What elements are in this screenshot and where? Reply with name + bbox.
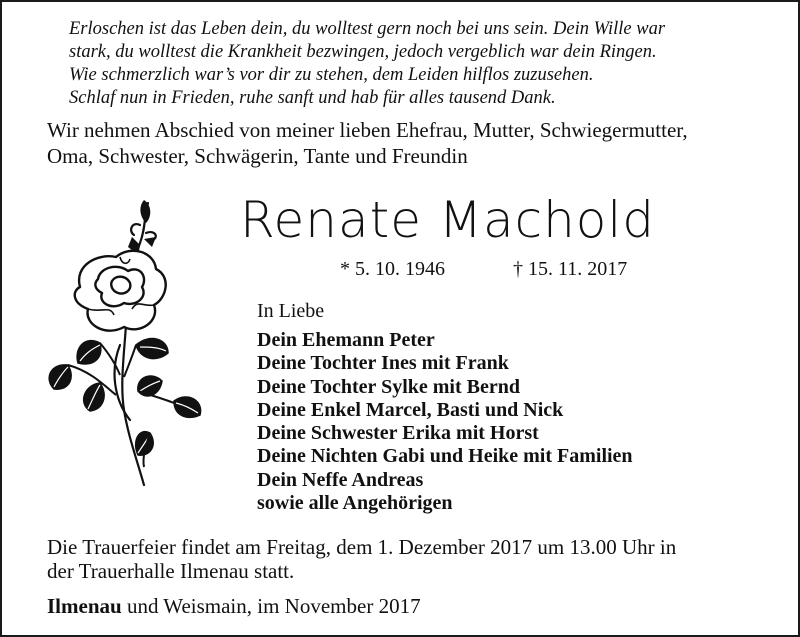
- mourner-item: Dein Ehemann Peter: [257, 329, 435, 351]
- closing-town: Ilmenau: [47, 594, 122, 618]
- mourner-item: Deine Schwester Erika mit Horst: [257, 422, 539, 445]
- deceased-name: Renate Machold: [240, 191, 656, 249]
- mourner-item: Deine Tochter Ines mit Frank: [257, 352, 509, 375]
- mourner-item: Deine Tochter Sylke mit Bernd: [257, 375, 520, 398]
- death-date: † 15. 11. 2017: [513, 258, 628, 280]
- intro-text: Wir nehmen Abschied von meiner lieben Ehefrau, Mutter, Schwiegermutter, Oma, Schwester, Schwägerin, Tante und Freundin: [47, 118, 688, 168]
- closing-line: [47, 594, 421, 619]
- mourner-item: Deine Nichten Gabi und Heike mit Familien: [257, 445, 633, 468]
- mourners-list: [257, 329, 777, 515]
- mourner-item: sowie alle Angehörigen: [257, 492, 453, 515]
- mourner-item: Deine Enkel Marcel, Basti und Nick: [257, 398, 564, 421]
- in-love-label: In Liebe: [257, 300, 325, 322]
- closing-rest: und Weismain, im November 2017: [121, 594, 421, 618]
- birth-date: * 5. 10. 1946: [340, 258, 445, 280]
- mourner-item: Dein Neffe Andreas: [257, 468, 424, 491]
- ceremony-notice: Die Trauerfeier findet am Freitag, dem 1. Dezember 2017 um 13.00 Uhr in der Trauerhalle Ilmenau statt.: [47, 535, 677, 583]
- rose-icon: [40, 195, 205, 515]
- poem: Erloschen ist das Leben dein, du wolltest gern noch bei uns sein. Dein Wille war stark, du wolltest die Krankheit bezwingen, jedoch vergeblich war dein Ringen. Wie schmerzlich war’s vor dir zu stehen, dem Leiden hilflos zuzusehen. Schlaf nun in Frieden, ruhe sanft und hab für alles tausend Dank.: [69, 19, 666, 108]
